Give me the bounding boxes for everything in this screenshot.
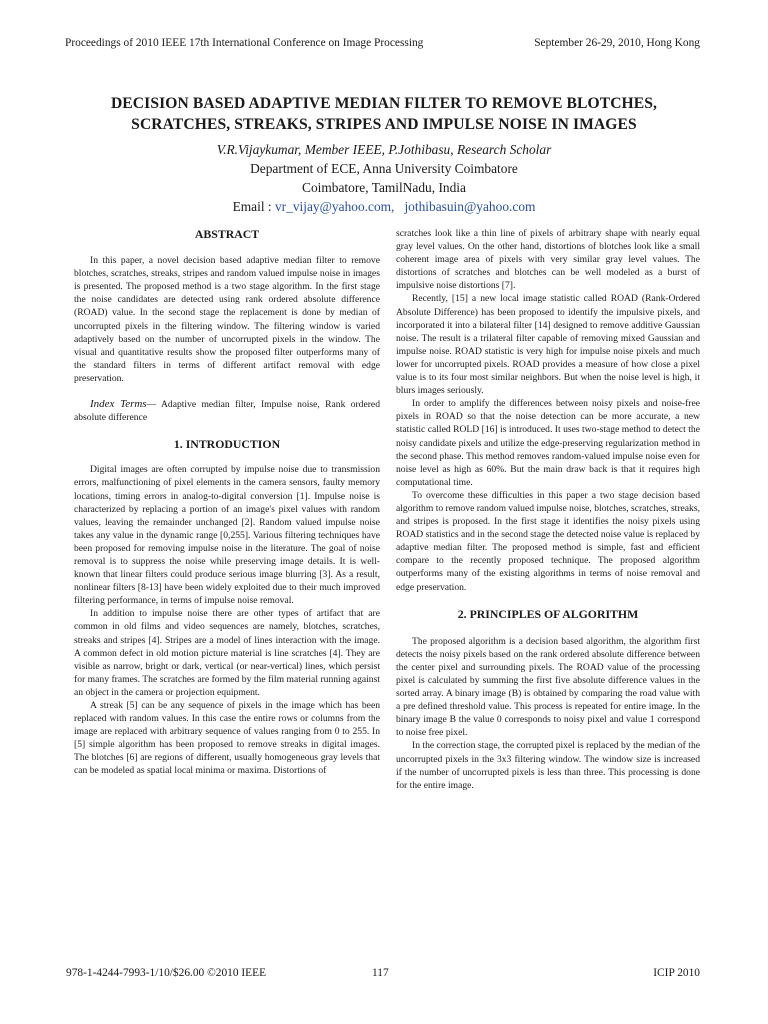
principles-paragraph-1: The proposed algorithm is a decision based algorithm, the algorithm first detects the noisy pixels based on the rank ordered absolute difference between the center pixel and surrounding pixels. The ROAD value of the processing pixel is calculated by summing the first five absolute difference values in the sorted array. A binary image (B) is obtained by comparing the road value with a pre defined threshold value. This process is repeated for entire image. In the binary image B the value 0 corresponds to noisy pixel and value 1 correspond to noise free pixel.	[396, 635, 700, 739]
index-terms-text: — Adaptive median filter, Impulse noise, Rank ordered absolute difference	[74, 399, 380, 424]
rold-paragraph: In order to amplify the differences between noisy pixels and noise-free pixels in ROAD so that the noise detection can be more accurate, a new statistic called ROLD [16] is introduced. It uses two-stage method to detect the noisy candidate pixels and utilize the edge-preserving regularization method in the second phase. This method removes random-valued impulse noise even for noise level as high as 60%. But the main draw back is that it requires high computational time.	[396, 398, 700, 488]
right-column	[396, 227, 700, 792]
abstract-text: In this paper, a novel decision based adaptive median filter to remove blotches, scratches, streaks, stripes and random valued impulse noise in images is presented. The proposed method is a two stage algorithm. In the first stage the noise candidates are detected using rank ordered absolute difference (ROAD) value. In the second stage the replacement is done by median of uncorrupted pixels in the filtering window. The filtering window is varied adaptively based on the number of uncorrupted pixels in the window. The visual and quantitative results show the proposed filter outperforms many of the standard filters in terms of different artifact removal with edge preservation.	[74, 255, 380, 384]
index-terms	[74, 398, 380, 424]
conference-tag: ICIP 2010	[653, 967, 700, 979]
author-names: V.R.Vijaykumar, Member IEEE, P.Jothibasu, Research Scholar	[216, 142, 552, 157]
email-label: Email :	[232, 199, 275, 214]
proposal-paragraph: To overcome these difficulties in this paper a two stage decision based algorithm to remove random valued impulse noise, blotches, scratches, streaks, and stripes is proposed. In the first stage it identifies the noisy pixels using ROAD statistics and in the second stage the detected noise value is replaced by adaptive median filter. The proposed method is simple, fast and efficient compare to the recently proposed technique. The proposed algorithm outperforms many of the existing algorithms in terms of noise removal and edge preservation.	[396, 489, 700, 593]
proceedings-title: Proceedings of 2010 IEEE 17th International Conference on Image Processing	[65, 37, 424, 49]
principles-paragraph-2: In the correction stage, the corrupted pixel is replaced by the median of the uncorrupted pixels in the 3x3 filtering window. The window size is increased if the number of uncorrupted pixels is less than three. This processing is done for the entire image.	[396, 740, 700, 791]
intro-paragraph-1: Digital images are often corrupted by impulse noise due to transmission errors, malfunctioning of pixel elements in the camera sensors, faulty memory locations, timing errors in analog-to-digital conversion [1]. Impulse noise is characterized by replacing a portion of an image's pixel values with random values, leaving the remainder unchanged [2]. Random valued impulse noise takes any value in the dynamic range [0,255]. Various filtering techniques have been proposed for removing impulse noise in the literature. The goal of noise removal is to suppress the noise while preserving image details. It is well-known that linear filters could produce serious image blurring [3]. As a result, nonlinear filters [8-13] have been widely exploited due to their much improved filtering performance, in terms of impulse noise removal.	[74, 464, 380, 607]
continued-paragraph: scratches look like a thin line of pixels of arbitrary shape with nearly equal gray level values. On the other hand, distortions of blotches look like a small coherent image area of pixels with very similar gray level values. The distortions of scratches and blotches can be well modeled as a burst of impulsive noise distortions [7].	[396, 228, 700, 292]
abstract-heading: ABSTRACT	[194, 227, 260, 241]
intro-paragraph-2: In addition to impulse noise there are other types of artifact that are common in old films and video sequences are namely, blotches, scratches, streaks and stripes [4]. Stripes are a model of lines interaction with the image. A common defect in old motion picture material is line scratches [4]. They are visible as narrow, bright or dark, vertical (or near-vertical) lines, which persist for many frames. The scratches are formed by the film material running against an object in the camera or projection equipment.	[74, 608, 380, 698]
index-terms-label: Index Terms	[90, 398, 147, 411]
page-header	[65, 37, 700, 49]
author-block	[0, 140, 768, 216]
conference-date: September 26-29, 2010, Hong Kong	[534, 37, 700, 49]
road-paragraph: Recently, [15] a new local image statistic called ROAD (Rank-Ordered Absolute Difference) has been proposed to identify the impulsive pixels, and incorporated it into a bilateral filter [14] designed to remove additive Gaussian noise. The result is a trilateral filter capable of removing mixed Gaussian and impulse noise. ROAD statistic is very high for impulse noise pixels and much lower for uncorrupted pixels. ROAD provides a measure of how close a pixel value is to its four most similar neighbors. But when the noise level is high, it blurs images seriously.	[396, 293, 700, 397]
page-number: 117	[372, 967, 389, 979]
introduction-heading: 1. INTRODUCTION	[173, 437, 281, 452]
title-line-2: SCRATCHES, STREAKS, STRIPES AND IMPULSE NOISE IN IMAGES	[131, 116, 637, 133]
author-location: Coimbatore, TamilNadu, India	[302, 180, 466, 195]
title-line-1: DECISION BASED ADAPTIVE MEDIAN FILTER TO REMOVE BLOTCHES,	[110, 95, 658, 112]
author-email-line	[0, 197, 768, 216]
email-link-2[interactable]: jothibasuin@yahoo.com	[404, 199, 536, 214]
principles-heading: 2. PRINCIPLES OF ALGORITHM	[457, 606, 639, 621]
paper-title	[40, 93, 728, 135]
intro-paragraph-3: A streak [5] can be any sequence of pixels in the image which has been replaced with random values. In this case the entire rows or columns from the image are replaced with arbitrary sequence of values ranging from 0 to 255. In [5] simple algorithm has been proposed to remove streaks in digital images. The blotches [6] are regions of different, usually homogeneous gray levels that can be modeled as spatial local minima or maxima. Distortions of	[74, 700, 380, 777]
author-department: Department of ECE, Anna University Coimbatore	[250, 161, 518, 176]
left-column	[74, 228, 380, 778]
email-link-1[interactable]: vr_vijay@yahoo.com,	[274, 199, 395, 214]
isbn-copyright: 978-1-4244-7993-1/10/$26.00 ©2010 IEEE	[66, 967, 267, 979]
